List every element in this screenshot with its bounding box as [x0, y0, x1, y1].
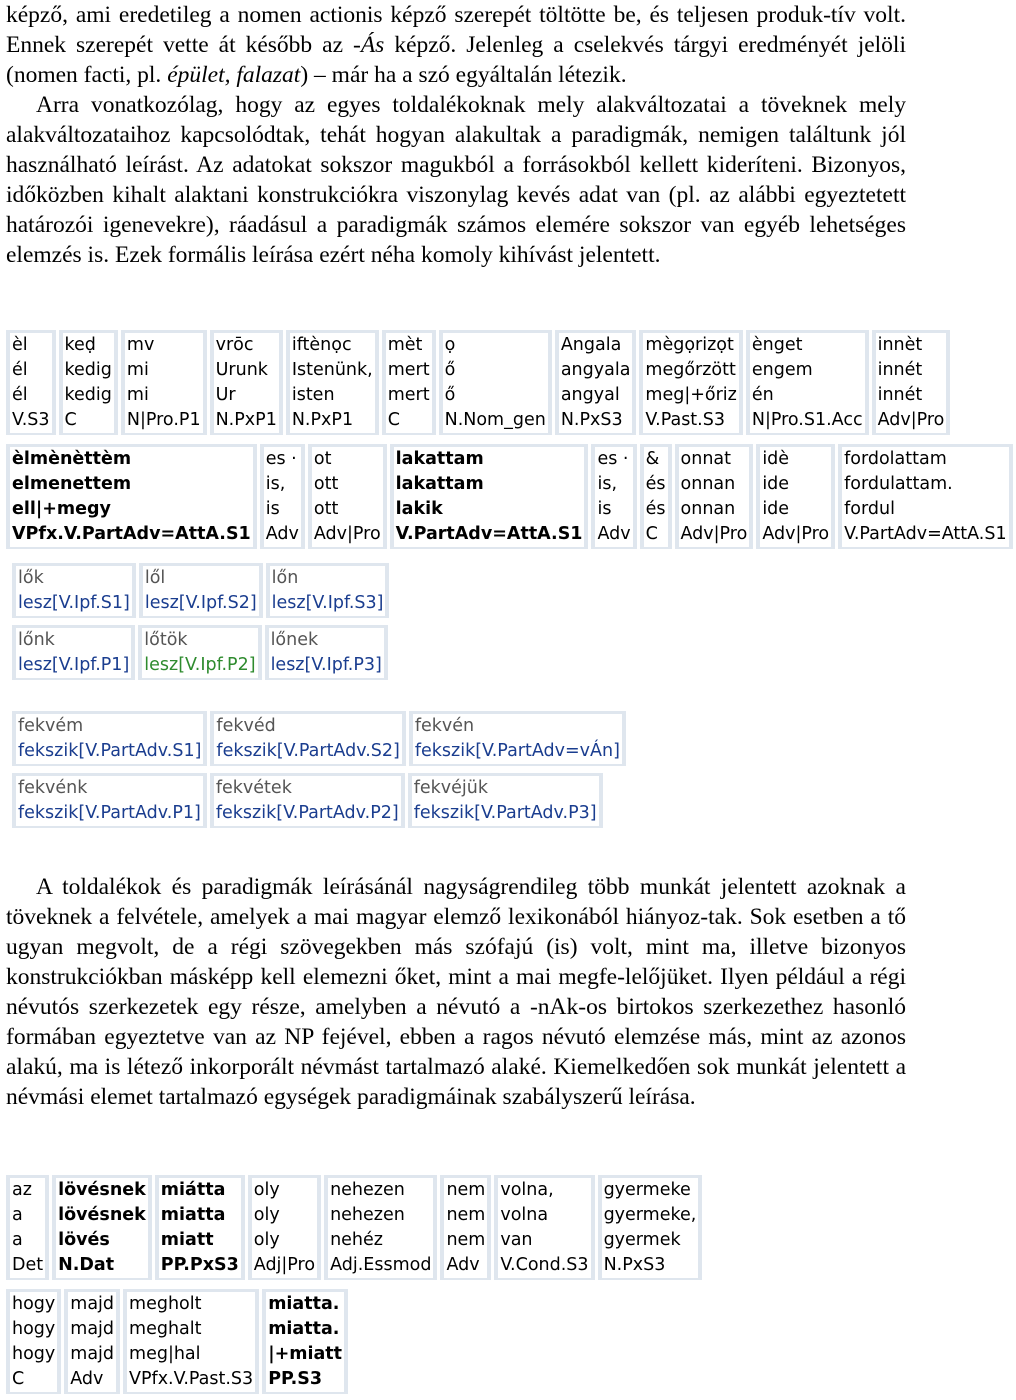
- gloss-cell: van: [498, 1228, 590, 1253]
- gloss-cell: N.PxP1: [214, 408, 279, 433]
- text-run: képző, ami eredetileg a nomen actionis képző szerepét töltötte be, és teljesen produk-tív volt. Ennek szerepét vette át később az -: [6, 2, 906, 58]
- gloss-cell: mègọrizọt: [643, 333, 738, 358]
- gloss-cell: lövésnek: [56, 1178, 148, 1203]
- gloss-cell: fordulattam.: [842, 472, 1008, 497]
- gloss-cell: lövésnek: [56, 1203, 148, 1228]
- gloss-cell: angyala: [559, 358, 633, 383]
- token-column: [756, 444, 835, 549]
- text-run: képző. Jelenleg a cselekvés tárgyi eredményét jelöli (nomen facti, pl.: [6, 32, 906, 88]
- gloss-cell: és: [644, 472, 668, 497]
- gloss-cell: keḍ: [63, 333, 114, 358]
- token-column: [210, 711, 405, 766]
- gloss-cell: lők: [16, 566, 132, 591]
- gloss-cell: kedig: [63, 383, 114, 408]
- figure-corpus-row-1: [6, 330, 953, 435]
- suffix-italic: Ás: [360, 32, 385, 58]
- token-column: [6, 444, 257, 549]
- gloss-cell: ọ: [443, 333, 548, 358]
- gloss-cell: lőnek: [269, 628, 384, 653]
- gloss-cell: lesz[V.Ipf.S2]: [143, 591, 259, 616]
- gloss-cell: lőtök: [142, 628, 257, 653]
- gloss-cell: nehéz: [328, 1228, 433, 1253]
- gloss-cell: az: [10, 1178, 45, 1203]
- gloss-cell: lesz[V.Ipf.P2]: [142, 653, 257, 678]
- paragraph-stems: [6, 872, 906, 1112]
- gloss-cell: mert: [386, 358, 432, 383]
- token-column: [155, 1175, 245, 1280]
- gloss-cell: innét: [876, 383, 947, 408]
- gloss-cell: ot: [312, 447, 383, 472]
- token-column: [324, 1175, 437, 1280]
- gloss-cell: miatta.: [266, 1317, 344, 1342]
- gloss-cell: angyal: [559, 383, 633, 408]
- figure-corpus-row-2: [6, 444, 1016, 549]
- gloss-cell: nehezen: [328, 1203, 433, 1228]
- gloss-cell: is,: [264, 472, 301, 497]
- gloss-cell: ott: [312, 472, 383, 497]
- gloss-cell: lőnk: [16, 628, 131, 653]
- gloss-cell: majd: [68, 1292, 116, 1317]
- gloss-cell: N.Dat: [56, 1253, 148, 1278]
- gloss-cell: N|Pro.P1: [125, 408, 203, 433]
- gloss-cell: ide: [760, 472, 831, 497]
- token-column: [12, 711, 207, 766]
- gloss-cell: majd: [68, 1342, 116, 1367]
- gloss-cell: V.S3: [10, 408, 52, 433]
- gloss-cell: PP.PxS3: [159, 1253, 241, 1278]
- token-column: [6, 1175, 49, 1280]
- token-column: [409, 711, 626, 766]
- gloss-cell: lakik: [394, 497, 585, 522]
- gloss-cell: V.PartAdv=AttA.S1: [394, 522, 585, 547]
- token-column: [12, 773, 207, 828]
- example-italic: épület, falazat: [167, 62, 301, 88]
- gloss-cell: èlmènèttèm: [10, 447, 253, 472]
- gloss-cell: N.PxS3: [602, 1253, 699, 1278]
- gloss-cell: vrōc: [214, 333, 279, 358]
- token-column: [838, 444, 1012, 549]
- gloss-cell: oly: [252, 1178, 317, 1203]
- gloss-cell: es ·: [264, 447, 301, 472]
- gloss-cell: fekszik[V.PartAdv.S1]: [16, 739, 203, 764]
- gloss-cell: Adv|Pro: [760, 522, 831, 547]
- gloss-cell: mi: [125, 358, 203, 383]
- token-column: [52, 1175, 152, 1280]
- gloss-cell: fordul: [842, 497, 1008, 522]
- text-run: ) – már ha a szó egyáltalán létezik.: [300, 62, 627, 88]
- gloss-cell: lesz[V.Ipf.P3]: [269, 653, 384, 678]
- gloss-cell: a: [10, 1228, 45, 1253]
- gloss-cell: VPfx.V.PartAdv=AttA.S1: [10, 522, 253, 547]
- gloss-cell: a: [10, 1203, 45, 1228]
- gloss-cell: |+miatt: [266, 1342, 344, 1367]
- token-column: [64, 1289, 120, 1394]
- token-column: [746, 330, 869, 435]
- gloss-cell: mv: [125, 333, 203, 358]
- token-column: [260, 444, 305, 549]
- gloss-cell: Urunk: [214, 358, 279, 383]
- token-column: [210, 330, 283, 435]
- figure-pronominal-row-2: [6, 1289, 351, 1394]
- gloss-cell: idè: [760, 447, 831, 472]
- token-column: [121, 330, 207, 435]
- gloss-cell: fekszik[V.PartAdv.S2]: [214, 739, 401, 764]
- gloss-cell: lől: [143, 566, 259, 591]
- gloss-cell: és: [644, 497, 668, 522]
- gloss-cell: fekvém: [16, 714, 203, 739]
- gloss-cell: kedig: [63, 358, 114, 383]
- gloss-cell: iftènọc: [290, 333, 375, 358]
- gloss-cell: lövés: [56, 1228, 148, 1253]
- gloss-cell: C: [10, 1367, 57, 1392]
- gloss-cell: N.PxS3: [559, 408, 633, 433]
- gloss-cell: él: [10, 383, 52, 408]
- gloss-cell: meg|+őriz: [643, 383, 738, 408]
- gloss-cell: VPfx.V.Past.S3: [127, 1367, 255, 1392]
- token-column: [598, 1175, 703, 1280]
- gloss-cell: N.PxP1: [290, 408, 375, 433]
- figure-fekszik-row-1: [12, 711, 629, 766]
- gloss-cell: C: [63, 408, 114, 433]
- gloss-cell: fekvéd: [214, 714, 401, 739]
- gloss-cell: Adv: [264, 522, 301, 547]
- token-column: [138, 625, 261, 680]
- token-column: [494, 1175, 594, 1280]
- gloss-cell: is: [595, 497, 632, 522]
- gloss-cell: is,: [595, 472, 632, 497]
- paragraph-paradigms: [6, 90, 906, 270]
- gloss-cell: megholt: [127, 1292, 255, 1317]
- gloss-cell: C: [644, 522, 668, 547]
- gloss-cell: fordolattam: [842, 447, 1008, 472]
- gloss-cell: N.Nom_gen: [443, 408, 548, 433]
- gloss-cell: én: [750, 383, 865, 408]
- gloss-cell: fekszik[V.PartAdv.P2]: [214, 801, 401, 826]
- gloss-cell: innèt: [876, 333, 947, 358]
- gloss-cell: lakattam: [394, 472, 585, 497]
- gloss-cell: Ur: [214, 383, 279, 408]
- gloss-cell: mi: [125, 383, 203, 408]
- gloss-cell: volna: [498, 1203, 590, 1228]
- gloss-cell: is: [264, 497, 301, 522]
- token-column: [6, 1289, 61, 1394]
- token-column: [210, 773, 405, 828]
- token-column: [262, 1289, 348, 1394]
- token-column: [12, 625, 135, 680]
- gloss-cell: hogy: [10, 1342, 57, 1367]
- gloss-cell: C: [386, 408, 432, 433]
- gloss-cell: fekszik[V.PartAdv.P1]: [16, 801, 203, 826]
- gloss-cell: ell|+megy: [10, 497, 253, 522]
- gloss-cell: Adv|Pro: [679, 522, 750, 547]
- gloss-cell: miatta.: [266, 1292, 344, 1317]
- gloss-cell: ide: [760, 497, 831, 522]
- gloss-cell: lesz[V.Ipf.S1]: [16, 591, 132, 616]
- gloss-cell: nem: [444, 1178, 487, 1203]
- gloss-cell: ott: [312, 497, 383, 522]
- token-column: [640, 444, 672, 549]
- gloss-cell: onnan: [679, 472, 750, 497]
- gloss-cell: Adv: [595, 522, 632, 547]
- gloss-cell: lesz[V.Ipf.S3]: [270, 591, 386, 616]
- gloss-cell: Angala: [559, 333, 633, 358]
- gloss-cell: Adv|Pro: [876, 408, 947, 433]
- gloss-cell: Adv: [68, 1367, 116, 1392]
- token-column: [286, 330, 379, 435]
- token-column: [675, 444, 754, 549]
- token-column: [439, 330, 552, 435]
- gloss-cell: mert: [386, 383, 432, 408]
- token-column: [59, 330, 118, 435]
- gloss-cell: meg|hal: [127, 1342, 255, 1367]
- token-column: [139, 563, 263, 618]
- gloss-cell: volna,: [498, 1178, 590, 1203]
- gloss-cell: innét: [876, 358, 947, 383]
- gloss-cell: lakattam: [394, 447, 585, 472]
- gloss-cell: ènget: [750, 333, 865, 358]
- gloss-cell: isten: [290, 383, 375, 408]
- gloss-cell: megőrzött: [643, 358, 738, 383]
- gloss-cell: oly: [252, 1203, 317, 1228]
- gloss-cell: ő: [443, 383, 548, 408]
- gloss-cell: meghalt: [127, 1317, 255, 1342]
- token-column: [123, 1289, 259, 1394]
- gloss-cell: nem: [444, 1228, 487, 1253]
- text-run: A toldalékok és paradigmák leírásánál nagyságrendileg több munkát jelentett azoknak a töveknek a felvétele, amelyek a mai magyar elemző lexikonából hiányoz-tak. Sok esetben a tő ugyan megvolt, de a régi szövegekben más szófajú (is) volt, mint ma, illetve bizonyos konstrukciókban másképp kell elemezni őket, mint a mai megfe-lelőjüket. Ilyen például a régi névutós szerkezetek egy része, amelyben a névutó a -nAk-os birtokos szerkezethez hasonló formában egyeztetve van az NP fejével, ebben a ragos névutó elemzése más, mint az azonos alakú, ma is létező inkorporált névmást tartalmazó alaké. Kiemelkedően sok munkát jelentett a névmási elemet tartalmazó egységek paradigmáinak szabályszerű leírása.: [6, 874, 906, 1110]
- gloss-cell: nehezen: [328, 1178, 433, 1203]
- gloss-cell: Adv: [444, 1253, 487, 1278]
- gloss-cell: fekvétek: [214, 776, 401, 801]
- text-run: Arra vonatkozólag, hogy az egyes toldalékoknak mely alakváltozatai a töveknek mely alakváltozataihoz kapcsolódtak, tehát hogyan alakultak a paradigmák, nemigen találtunk jól használható leírást. Az adatokat sokszor magukból a forrásokból kellett kideríteni. Bizonyos, időközben kihalt alaktani konstrukciókra viszonylag kevés adat van (pl. az alábbi egyeztetett határozói igenevekre), ráadásul a paradigmák számos elemére sokszor van egyéb lehetséges elemzés is. Ezek formális leírása ezért néha komoly kihívást jelentett.: [6, 92, 906, 268]
- gloss-cell: fekvénk: [16, 776, 203, 801]
- gloss-cell: ő: [443, 358, 548, 383]
- gloss-cell: gyermeke: [602, 1178, 699, 1203]
- token-column: [382, 330, 436, 435]
- gloss-cell: majd: [68, 1317, 116, 1342]
- gloss-cell: miatt: [159, 1228, 241, 1253]
- gloss-cell: fekvéjük: [412, 776, 599, 801]
- figure-lesz-row-2: [12, 625, 391, 680]
- gloss-cell: Det: [10, 1253, 45, 1278]
- token-column: [308, 444, 387, 549]
- gloss-cell: fekvén: [413, 714, 622, 739]
- gloss-cell: nem: [444, 1203, 487, 1228]
- paragraph-intro: [6, 0, 906, 90]
- gloss-cell: Adv|Pro: [312, 522, 383, 547]
- gloss-cell: elmenettem: [10, 472, 253, 497]
- gloss-cell: lőn: [270, 566, 386, 591]
- gloss-cell: èl: [10, 333, 52, 358]
- gloss-cell: gyermek: [602, 1228, 699, 1253]
- gloss-cell: Adj.Essmod: [328, 1253, 433, 1278]
- gloss-cell: lesz[V.Ipf.P1]: [16, 653, 131, 678]
- gloss-cell: engem: [750, 358, 865, 383]
- token-column: [390, 444, 589, 549]
- gloss-cell: miátta: [159, 1178, 241, 1203]
- figure-pronominal-row-1: [6, 1175, 705, 1280]
- gloss-cell: gyermeke,: [602, 1203, 699, 1228]
- token-column: [265, 625, 388, 680]
- gloss-cell: N|Pro.S1.Acc: [750, 408, 865, 433]
- token-column: [408, 773, 603, 828]
- gloss-cell: fekszik[V.PartAdv.P3]: [412, 801, 599, 826]
- gloss-cell: V.Past.S3: [643, 408, 738, 433]
- gloss-cell: V.Cond.S3: [498, 1253, 590, 1278]
- gloss-cell: fekszik[V.PartAdv=vÁn]: [413, 739, 622, 764]
- token-column: [872, 330, 951, 435]
- token-column: [248, 1175, 321, 1280]
- gloss-cell: &: [644, 447, 668, 472]
- figure-fekszik-row-2: [12, 773, 606, 828]
- gloss-cell: él: [10, 358, 52, 383]
- gloss-cell: es ·: [595, 447, 632, 472]
- gloss-cell: hogy: [10, 1317, 57, 1342]
- token-column: [266, 563, 390, 618]
- token-column: [440, 1175, 491, 1280]
- gloss-cell: V.PartAdv=AttA.S1: [842, 522, 1008, 547]
- gloss-cell: mèt: [386, 333, 432, 358]
- gloss-cell: Adj|Pro: [252, 1253, 317, 1278]
- token-column: [6, 330, 56, 435]
- token-column: [12, 563, 136, 618]
- gloss-cell: hogy: [10, 1292, 57, 1317]
- gloss-cell: onnat: [679, 447, 750, 472]
- token-column: [639, 330, 742, 435]
- gloss-cell: miatta: [159, 1203, 241, 1228]
- gloss-cell: onnan: [679, 497, 750, 522]
- gloss-cell: Istenünk,: [290, 358, 375, 383]
- figure-lesz-row-1: [12, 563, 392, 618]
- gloss-cell: PP.S3: [266, 1367, 344, 1392]
- gloss-cell: oly: [252, 1228, 317, 1253]
- token-column: [591, 444, 636, 549]
- token-column: [555, 330, 637, 435]
